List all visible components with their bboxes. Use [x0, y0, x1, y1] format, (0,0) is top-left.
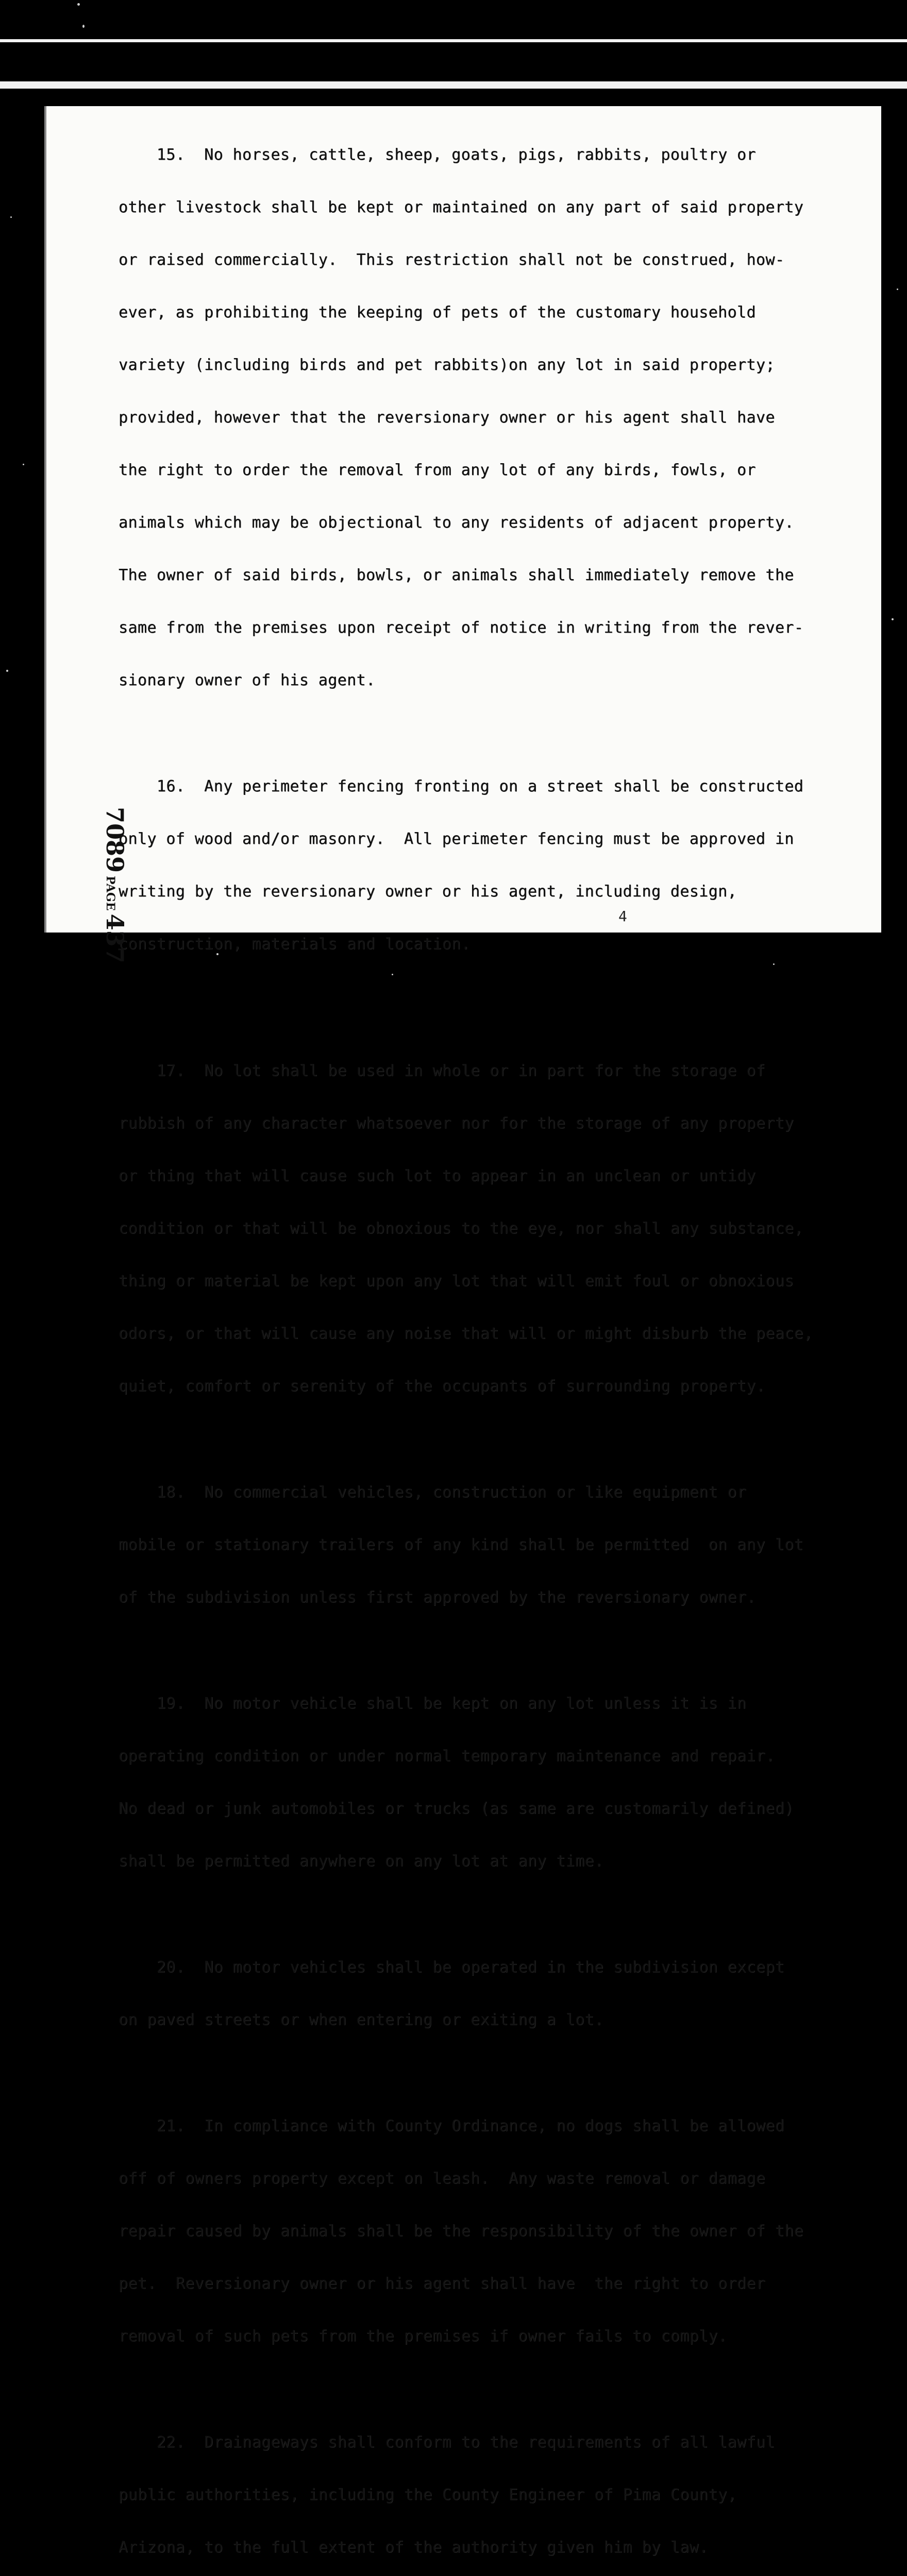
paragraph-line: 15. No horses, cattle, sheep, goats, pigs, rabbits, poultry or: [119, 146, 756, 164]
docket-page-stamp: [98, 807, 129, 961]
scan-speck: [77, 3, 80, 6]
scan-speck: [216, 953, 219, 955]
paragraph-line: thing or material be kept upon any lot that will emit foul or obnoxious: [119, 1272, 794, 1290]
paragraph-line: odors, or that will cause any noise that will or might disburb the peace,: [119, 1325, 813, 1343]
paragraph-line: 21. In compliance with County Ordinance, no dogs shall be allowed: [119, 2117, 785, 2135]
paragraph-line: 22. Drainageways shall conform to the requirements of all lawful: [119, 2433, 775, 2451]
paragraph-line: provided, however that the reversionary owner or his agent shall have: [119, 409, 775, 427]
paragraph-line: No dead or junk automobiles or trucks (as same are customarily defined): [119, 1800, 794, 1818]
document-page: [44, 106, 881, 2556]
paragraph-line: condition or that will be obnoxious to the eye, nor shall any substance,: [119, 1219, 804, 1238]
paragraph-18: [119, 1449, 861, 1641]
paragraph-line: of the subdivision unless first approved by the reversionary owner.: [119, 1588, 756, 1606]
paragraph-line: rubbish of any character whatsoever nor for the storage of any property: [119, 1114, 794, 1132]
paragraph-line: pet. Reversionary owner or his agent shall have the right to order: [119, 2275, 766, 2293]
paragraph-line: public authorities, including the County Engineer of Pima County,: [119, 2486, 737, 2504]
paragraph-line: Arizona, to the full extent of the authority given him by law.: [119, 2538, 709, 2556]
paragraph-20: [119, 1924, 861, 2064]
paragraph-line: or raised commercially. This restriction shall not be construed, how-: [119, 251, 785, 269]
document-body: [119, 111, 861, 2576]
paragraph-line: only of wood and/or masonry. All perimeter fencing must be approved in: [119, 830, 794, 848]
paragraph-line: same from the premises upon receipt of notice in writing from the rever-: [119, 619, 804, 637]
scan-speck: [23, 464, 24, 465]
paragraph-line: the right to order the removal from any lot of any birds, fowls, or: [119, 461, 756, 479]
scan-speck: [82, 25, 85, 28]
paragraph-line: operating condition or under normal temporary maintenance and repair.: [119, 1747, 775, 1765]
scan-speck: [892, 618, 894, 620]
paragraph-line: other livestock shall be kept or maintained on any part of said property: [119, 198, 804, 216]
scan-speck: [392, 974, 393, 975]
paragraph-line: construction, materials and location.: [119, 935, 471, 953]
paragraph-17: [119, 1027, 861, 1430]
paragraph-22: [119, 2399, 861, 2576]
paragraph-line: 19. No motor vehicle shall be kept on any lot unless it is in: [119, 1694, 747, 1713]
paragraph-line: or thing that will cause such lot to appear in an unclean or untidy: [119, 1167, 756, 1185]
scan-speck: [10, 216, 12, 218]
paragraph-line: mobile or stationary trailers of any kind shall be permitted on any lot: [119, 1536, 804, 1554]
paragraph-line: 16. Any perimeter fencing fronting on a street shall be constructed: [119, 777, 804, 795]
paragraph-line: 18. No commercial vehicles, construction or like equipment or: [119, 1483, 747, 1501]
page-number: 4: [618, 908, 627, 925]
paragraph-line: 17. No lot shall be used in whole or in part for the storage of: [119, 1062, 766, 1080]
paragraph-line: 20. No motor vehicles shall be operated in the subdivision except: [119, 1958, 785, 1976]
stamp-page-value: 437: [101, 913, 129, 963]
paragraph-line: ever, as prohibiting the keeping of pets of the customary household: [119, 303, 756, 321]
paragraph-line: The owner of said birds, bowls, or animals shall immediately remove the: [119, 566, 794, 584]
paragraph-line: repair caused by animals shall be the responsibility of the owner of the: [119, 2222, 804, 2240]
paragraph-19: [119, 1660, 861, 1905]
paragraph-15: [119, 111, 861, 724]
scan-speck: [773, 963, 775, 965]
paragraph-line: on paved streets or when entering or exiting a lot.: [119, 2011, 604, 2029]
paragraph-line: writing by the reversionary owner or his agent, including design,: [119, 883, 737, 901]
paragraph-line: quiet, comfort or serenity of the occupants of surrounding property.: [119, 1377, 766, 1395]
scan-speck: [897, 289, 898, 290]
page-label: PAGE: [104, 876, 117, 911]
paragraph-16: [119, 743, 861, 988]
scan-top-band: [0, 0, 907, 90]
paragraph-line: sionary owner of his agent.: [119, 671, 376, 689]
paragraph-line: variety (including birds and pet rabbits)on any lot in said property;: [119, 356, 775, 374]
paragraph-line: animals which may be objectional to any residents of adjacent property.: [119, 514, 794, 532]
docket-number: 7089: [101, 807, 129, 873]
scan-border-line-top: [0, 39, 907, 42]
paragraph-line: shall be permitted anywhere on any lot at any time.: [119, 1852, 604, 1870]
paragraph-21: [119, 2082, 861, 2380]
paragraph-line: off of owners property except on leash. Any waste removal or damage: [119, 2170, 766, 2188]
scan-speck: [6, 670, 8, 672]
scan-border-line-bottom: [0, 81, 907, 89]
paragraph-line: removal of such pets from the premises if owner fails to comply.: [119, 2327, 728, 2345]
